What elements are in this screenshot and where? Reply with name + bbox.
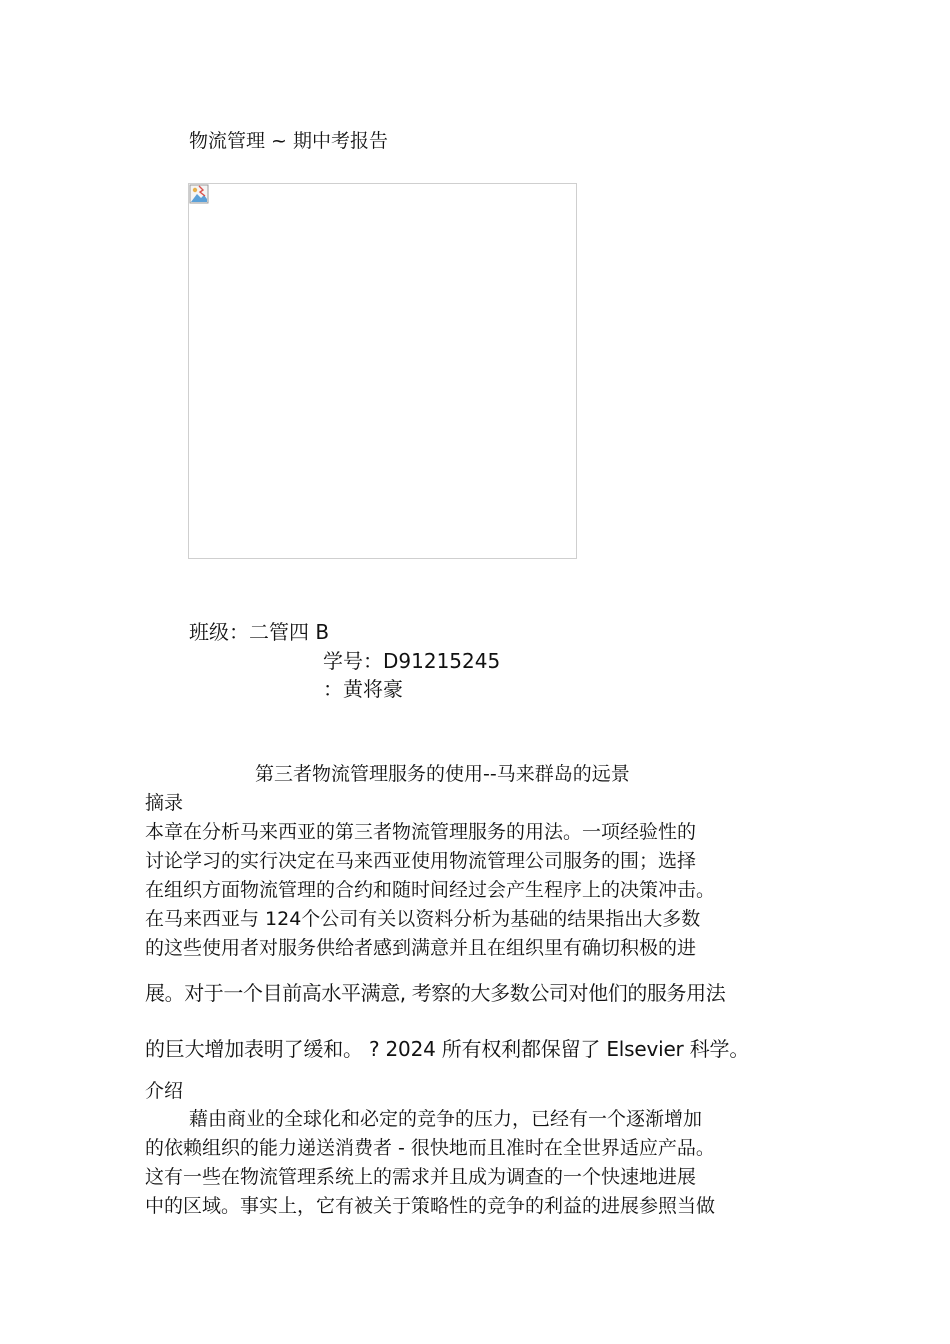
abstract-line: 本章在分析马来西亚的第三者物流管理服务的用法。一项经验性的 [145, 821, 697, 843]
abstract-line: 讨论学习的实行决定在马来西亚使用物流管理公司服务的围；选择 [145, 850, 697, 872]
intro-line: 中的区域。事实上，它有被关于策略性的竞争的利益的进展参照当做 [145, 1195, 716, 1217]
abstract-line: 在马来西亚与 124个公司有关以资料分析为基础的结果指出大多数 [145, 908, 701, 930]
paper-title: 第三者物流管理服务的使用--马来群岛的远景 [255, 763, 630, 785]
class-line: 班级：二管四 B [189, 620, 330, 644]
broken-image-icon [189, 184, 209, 204]
abstract-line: 在组织方面物流管理的合约和随时间经过会产生程序上的决策冲击。 [145, 879, 716, 901]
intro-line: 这有一些在物流管理系统上的需求并且成为调查的一个快速地进展 [145, 1166, 697, 1188]
cover-title: 物流管理 ~ 期中考报告 [189, 130, 388, 152]
student-id-line: 学号：D91215245 [323, 649, 501, 673]
abstract-line: 的巨大增加表明了缓和。 ? 2024 所有权利都保留了 Elsevier 科学。 [145, 1037, 750, 1061]
intro-line: 的依赖组织的能力递送消费者 - 很快地而且准时在全世界适应产品。 [145, 1137, 715, 1159]
abstract-line: 的这些使用者对服务供给者感到满意并且在组织里有确切积极的进 [145, 937, 697, 959]
intro-line: 藉由商业的全球化和必定的竞争的压力，已经有一个逐渐增加 [189, 1108, 703, 1130]
abstract-line: 展。对于一个目前高水平满意, 考察的大多数公司对他们的服务用法 [145, 981, 726, 1005]
intro-heading: 介绍 [145, 1080, 184, 1102]
abstract-heading: 摘录 [145, 792, 184, 814]
cover-image-placeholder [188, 183, 577, 559]
student-name-line: ：黄将豪 [323, 677, 403, 701]
